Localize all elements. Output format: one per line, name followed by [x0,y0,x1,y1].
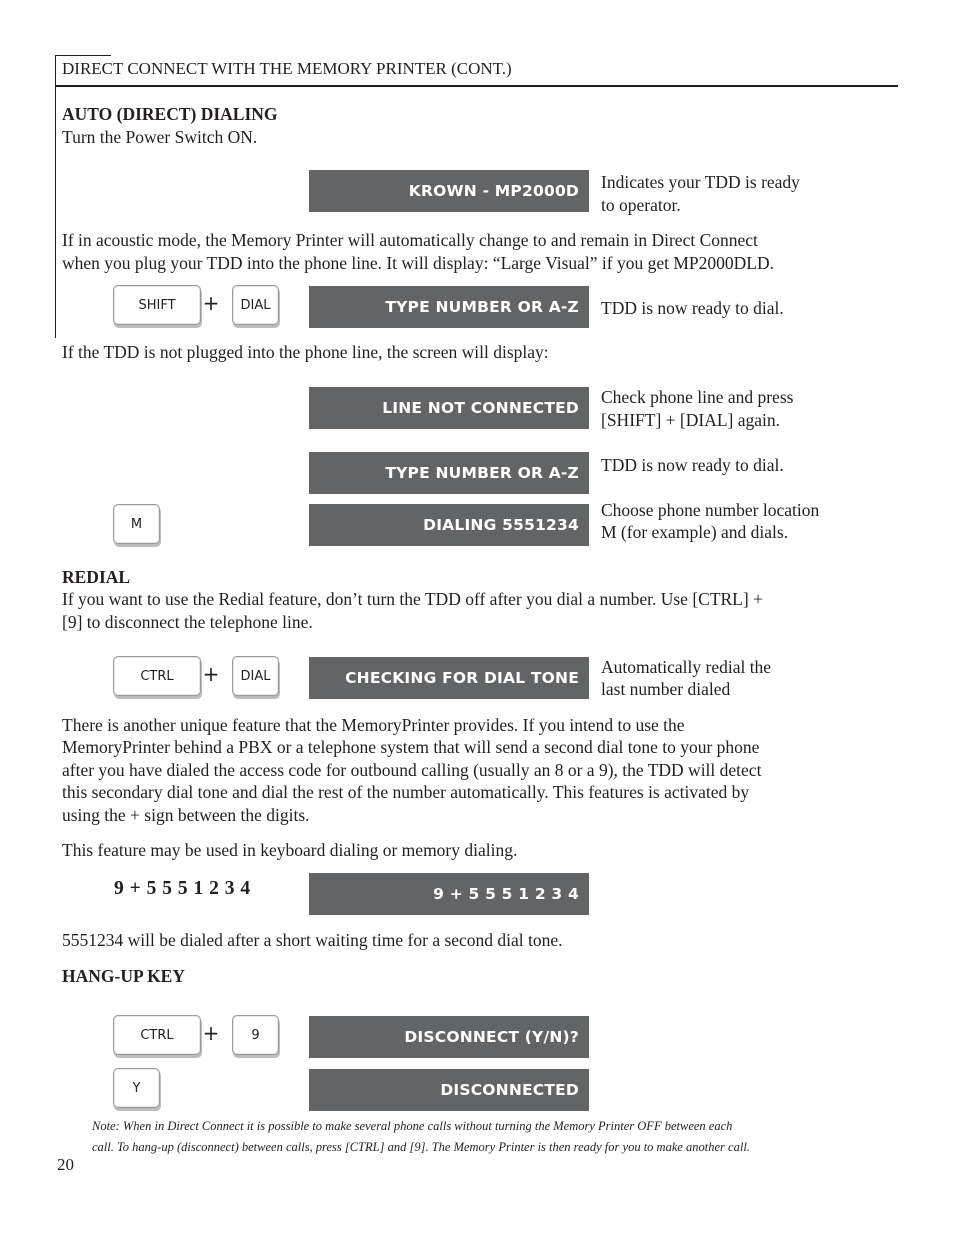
desc-redial-2: last number dialed [601,679,731,699]
pbx-para-2: This feature may be used in keyboard dialing or memory dialing. [62,840,518,860]
desc-check-line-2: [SHIFT] + [DIAL] again. [601,410,780,430]
plus-sign: + [202,1021,220,1045]
ctrl-key: CTRL [113,1015,201,1055]
section-heading-auto-dialing: AUTO (DIRECT) DIALING [62,104,278,124]
note-line1: Note: When in Direct Connect it is possible to make several phone calls without turning the Memory Printer OFF between each [92,1119,733,1133]
desc-redial-1: Automatically redial the [601,657,772,677]
auto-dialing-intro: Turn the Power Switch ON. [62,127,258,147]
lcd-display-line-not-connected: LINE NOT CONNECTED [309,387,589,429]
not-plugged-para: If the TDD is not plugged into the phone line, the screen will display: [62,342,549,362]
lcd-display-dialing: DIALING 5551234 [309,504,589,546]
lcd-display-type-number: TYPE NUMBER OR A-Z [309,286,589,328]
dial-key: DIAL [232,656,279,696]
lcd-display-krown: KROWN - MP2000D [309,170,589,212]
dial-sequence-example: 9 + 5 5 5 1 2 3 4 [114,878,251,899]
acoustic-para-line2: when you plug your TDD into the phone line. It will display: “Large Visual” if you get MP2000DLD. [62,253,774,273]
lcd-display-checking-dial-tone: CHECKING FOR DIAL TONE [309,657,589,699]
pbx-para-line5: using the + sign between the digits. [62,805,310,825]
page-number: 20 [57,1155,74,1174]
desc-krown-line2: to operator. [601,195,681,215]
desc-ready-to-dial: TDD is now ready to dial. [601,298,784,318]
header-top-rule [55,55,111,56]
lcd-display-disconnected: DISCONNECTED [309,1069,589,1111]
header-rule [55,85,898,87]
redial-para-line1: If you want to use the Redial feature, don’t turn the TDD off after you dial a number. Use [CTRL] + [62,589,763,609]
page-header-title: DIRECT CONNECT WITH THE MEMORY PRINTER (CONT.) [62,59,512,78]
acoustic-para-line1: If in acoustic mode, the Memory Printer will automatically change to and remain in Direct Connect [62,230,758,250]
plus-sign: + [202,662,220,686]
shift-key: SHIFT [113,285,201,325]
desc-choose-location-1: Choose phone number location [601,500,820,520]
pbx-para-line4: this secondary dial tone and dial the rest of the number automatically. This features is activated by [62,782,750,802]
dial-key: DIAL [232,285,279,325]
section-heading-hang-up: HANG-UP KEY [62,966,185,986]
y-key: Y [113,1068,160,1108]
pbx-para-line3: after you have dialed the access code for outbound calling (usually an 8 or a 9), the TDD will detect [62,760,762,780]
desc-ready-to-dial-2: TDD is now ready to dial. [601,455,784,475]
header-vertical-rule [55,55,56,338]
nine-key: 9 [232,1015,279,1055]
lcd-display-type-number-2: TYPE NUMBER OR A-Z [309,452,589,494]
desc-check-line-1: Check phone line and press [601,387,794,407]
desc-choose-location-2: M (for example) and dials. [601,522,789,542]
m-key: M [113,504,160,544]
section-heading-redial: REDIAL [62,567,131,587]
plus-sign: + [202,291,220,315]
lcd-display-disconnect-prompt: DISCONNECT (Y/N)? [309,1016,589,1058]
ctrl-key: CTRL [113,656,201,696]
note-line2: call. To hang-up (disconnect) between calls, press [CTRL] and [9]. The Memory Printer is then ready for you to make another call. [92,1140,750,1154]
pbx-para-line1: There is another unique feature that the MemoryPrinter provides. If you intend to use the [62,715,685,735]
pbx-para-line2: MemoryPrinter behind a PBX or a telephone system that will send a second dial tone to your phone [62,737,760,757]
redial-para-line2: [9] to disconnect the telephone line. [62,612,313,632]
desc-krown-line1: Indicates your TDD is ready [601,172,800,192]
pbx-after-para: 5551234 will be dialed after a short waiting time for a second dial tone. [62,930,563,950]
lcd-display-dial-sequence: 9 + 5 5 5 1 2 3 4 [309,873,589,915]
